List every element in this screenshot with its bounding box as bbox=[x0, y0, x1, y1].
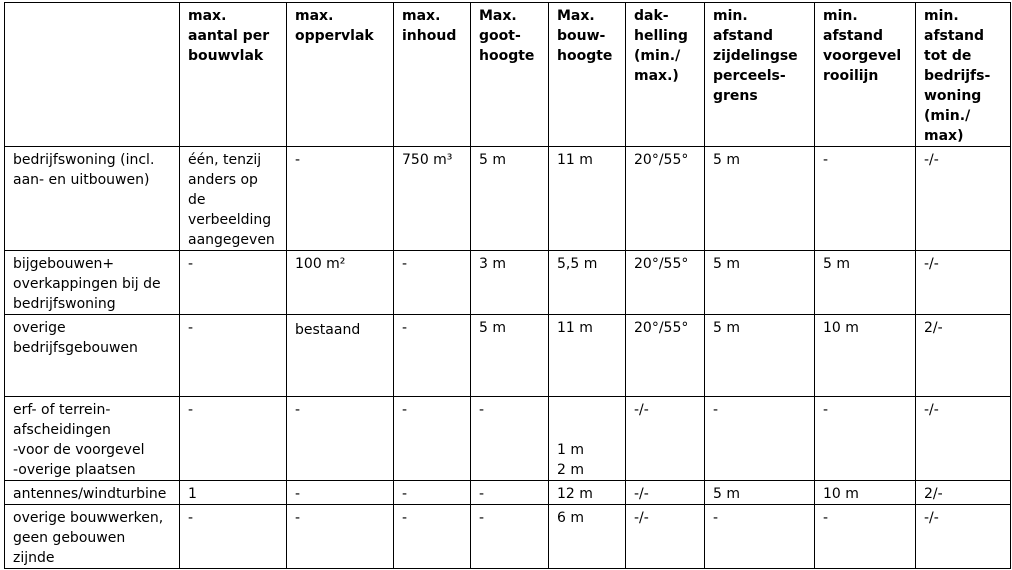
table-cell: - bbox=[705, 397, 815, 481]
table-cell: - bbox=[394, 397, 471, 481]
table-cell: 20°/55° bbox=[626, 147, 705, 251]
table-cell: -/- bbox=[626, 397, 705, 481]
table-row bbox=[5, 251, 1011, 315]
table-cell: 10 m bbox=[815, 315, 916, 397]
table-cell: 2/- bbox=[916, 315, 1011, 397]
table-cell: 5,5 m bbox=[549, 251, 626, 315]
header-cell-goothoogte: Max. goot- hoogte bbox=[471, 3, 549, 147]
header-cell-dakhelling: dak- helling (min./ max.) bbox=[626, 3, 705, 147]
table-cell: 5 m bbox=[705, 251, 815, 315]
table-cell: 11 m bbox=[549, 315, 626, 397]
table-cell: 1 m 2 m bbox=[549, 397, 626, 481]
table-cell: - bbox=[287, 481, 394, 505]
table-cell: - bbox=[180, 397, 287, 481]
table-row bbox=[5, 315, 1011, 397]
table-cell: - bbox=[471, 505, 549, 569]
table-cell: -/- bbox=[916, 397, 1011, 481]
row-label: overige bouwwerken, geen gebouwen zijnde bbox=[5, 505, 180, 569]
table-cell: - bbox=[394, 315, 471, 397]
table-cell: 6 m bbox=[549, 505, 626, 569]
table-cell: - bbox=[287, 505, 394, 569]
table-cell: -/- bbox=[626, 505, 705, 569]
table-cell: - bbox=[394, 251, 471, 315]
header-row bbox=[5, 3, 1011, 147]
table-cell: - bbox=[471, 481, 549, 505]
table-cell: bestaand bbox=[287, 315, 394, 397]
table-cell: 100 m² bbox=[287, 251, 394, 315]
table-cell: 5 m bbox=[705, 147, 815, 251]
table-cell: één, tenzij anders op de verbeelding aangegeven bbox=[180, 147, 287, 251]
table-cell: - bbox=[705, 505, 815, 569]
table-cell: - bbox=[815, 397, 916, 481]
table-cell: - bbox=[180, 505, 287, 569]
header-cell-afstand-bedrijfswoning: min. afstand tot de bedrijfs- woning (min./ max) bbox=[916, 3, 1011, 147]
table-cell: - bbox=[287, 397, 394, 481]
header-cell-afstand-rooilijn: min. afstand voorgevel rooilijn bbox=[815, 3, 916, 147]
header-cell-afstand-perceelsgrens: min. afstand zijdelingse perceels- grens bbox=[705, 3, 815, 147]
table-cell: - bbox=[815, 505, 916, 569]
header-cell-max-aantal: max. aantal per bouwvlak bbox=[180, 3, 287, 147]
table-cell: 5 m bbox=[471, 147, 549, 251]
table-cell: - bbox=[394, 481, 471, 505]
table-cell: 10 m bbox=[815, 481, 916, 505]
requirements-table bbox=[4, 2, 1011, 569]
table-cell: -/- bbox=[916, 251, 1011, 315]
table-cell: 5 m bbox=[815, 251, 916, 315]
table-row bbox=[5, 481, 1011, 505]
table-cell: -/- bbox=[916, 147, 1011, 251]
table-cell: - bbox=[180, 315, 287, 397]
table-cell: -/- bbox=[916, 505, 1011, 569]
table-cell: 12 m bbox=[549, 481, 626, 505]
row-label: erf- of terrein- afscheidingen -voor de voorgevel -overige plaatsen bbox=[5, 397, 180, 481]
header-cell-max-inhoud: max. inhoud bbox=[394, 3, 471, 147]
row-label: overige bedrijfsgebouwen bbox=[5, 315, 180, 397]
row-label: bijgebouwen+ overkappingen bij de bedrijfswoning bbox=[5, 251, 180, 315]
table-cell: 3 m bbox=[471, 251, 549, 315]
table-cell: - bbox=[287, 147, 394, 251]
table-cell: - bbox=[815, 147, 916, 251]
table-cell: 20°/55° bbox=[626, 251, 705, 315]
header-cell-bouwhoogte: Max. bouw- hoogte bbox=[549, 3, 626, 147]
table-cell: 750 m³ bbox=[394, 147, 471, 251]
row-label: antennes/windturbine bbox=[5, 481, 180, 505]
header-cell-empty bbox=[5, 3, 180, 147]
table-cell: 20°/55° bbox=[626, 315, 705, 397]
table-cell: 1 bbox=[180, 481, 287, 505]
table-row bbox=[5, 147, 1011, 251]
table-cell: 2/- bbox=[916, 481, 1011, 505]
table-cell: - bbox=[394, 505, 471, 569]
table-cell: 5 m bbox=[705, 481, 815, 505]
table-cell: -/- bbox=[626, 481, 705, 505]
row-label: bedrijfswoning (incl. aan- en uitbouwen) bbox=[5, 147, 180, 251]
table-cell: 11 m bbox=[549, 147, 626, 251]
table-row bbox=[5, 397, 1011, 481]
table-cell: 5 m bbox=[471, 315, 549, 397]
table-row bbox=[5, 505, 1011, 569]
table-cell: - bbox=[471, 397, 549, 481]
header-cell-max-oppervlak: max. oppervlak bbox=[287, 3, 394, 147]
table-cell: - bbox=[180, 251, 287, 315]
table-cell: 5 m bbox=[705, 315, 815, 397]
